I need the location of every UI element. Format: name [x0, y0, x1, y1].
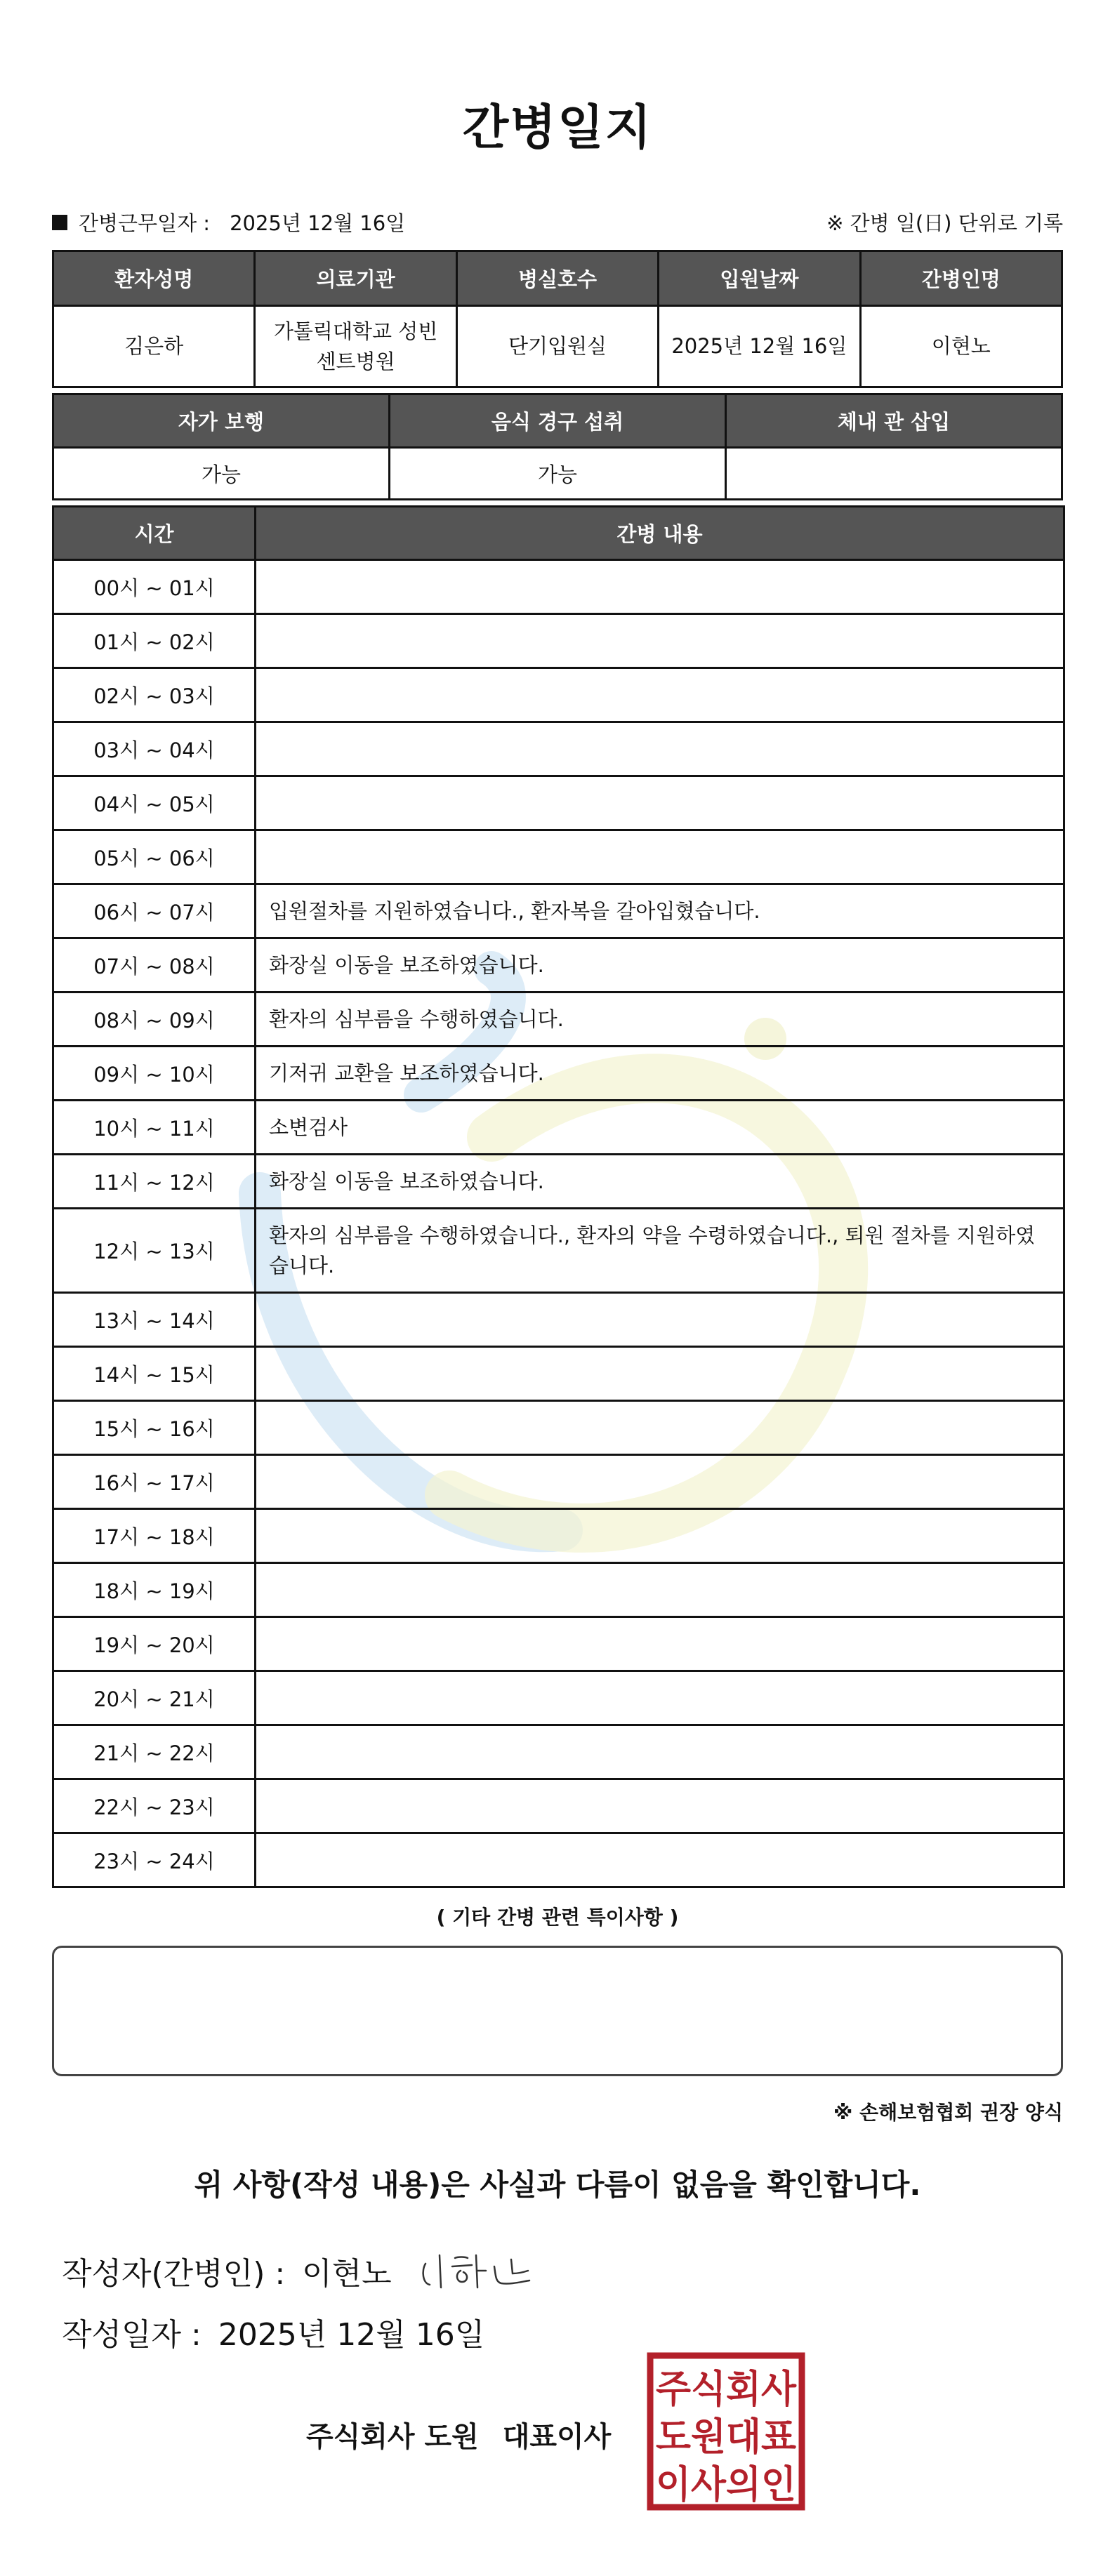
writer-name: 이현노 [302, 2256, 392, 2292]
work-date-value: 2025년 12월 16일 [230, 211, 406, 235]
time-cell: 07시 ~ 08시 [53, 938, 256, 992]
time-cell: 03시 ~ 04시 [53, 722, 256, 776]
table-row [53, 1833, 1064, 1887]
patient-name: 김은하 [53, 306, 255, 387]
signature-image [416, 2243, 549, 2299]
write-date-label: 작성일자 : [62, 2317, 202, 2353]
header-tube-insertion: 체내 관 삽입 [726, 394, 1062, 448]
hospital-line-1: 가톨릭대학교 성빈 [273, 319, 438, 344]
time-cell: 19시 ~ 20시 [53, 1617, 256, 1671]
hospital [255, 306, 456, 387]
header-room: 병실호수 [456, 251, 658, 306]
header-caregiver: 간병인명 [860, 251, 1062, 306]
time-cell: 02시 ~ 03시 [53, 668, 256, 722]
header-patient-name: 환자성명 [53, 251, 255, 306]
content-cell [256, 722, 1064, 776]
table-row [53, 722, 1064, 776]
table-row [53, 1347, 1064, 1401]
recommend-note: ※ 손해보험협회 권장 양식 [833, 2101, 1063, 2124]
table-row [53, 1293, 1064, 1347]
table-row [53, 1617, 1064, 1671]
time-cell: 05시 ~ 06시 [53, 830, 256, 884]
care-log-table [52, 505, 1065, 1888]
table-row [53, 1155, 1064, 1209]
content-cell [256, 830, 1064, 884]
table-row [53, 938, 1064, 992]
meta-row [52, 208, 1063, 237]
content-cell: 환자의 심부름을 수행하였습니다., 환자의 약을 수령하였습니다., 퇴원 절차를 지원하였습니다. [256, 1209, 1064, 1293]
time-cell: 12시 ~ 13시 [53, 1209, 256, 1293]
document-title: 간병일지 [462, 100, 653, 156]
time-cell: 18시 ~ 19시 [53, 1563, 256, 1617]
content-cell [256, 1509, 1064, 1563]
content-cell [256, 1563, 1064, 1617]
table-row [53, 1047, 1064, 1101]
table-row [53, 776, 1064, 830]
content-cell [256, 1347, 1064, 1401]
table-row [53, 668, 1064, 722]
content-cell [256, 1671, 1064, 1725]
admission-date: 2025년 12월 16일 [659, 306, 860, 387]
table-row [53, 1671, 1064, 1725]
table-row [53, 992, 1064, 1047]
write-date-row [62, 2309, 484, 2354]
content-cell: 소변검사 [256, 1101, 1064, 1155]
header-walking: 자가 보행 [53, 394, 390, 448]
time-cell: 20시 ~ 21시 [53, 1671, 256, 1725]
content-cell [256, 1725, 1064, 1779]
time-cell: 23시 ~ 24시 [53, 1833, 256, 1887]
confirmation-text: 위 사항(작성 내용)은 사실과 다름이 없음을 확인합니다. [194, 2167, 921, 2202]
content-cell [256, 1779, 1064, 1833]
representative-title: 대표이사 [502, 2421, 612, 2453]
seal-line-1: 주식회사 [656, 2367, 797, 2411]
write-date-value: 2025년 12월 16일 [218, 2317, 485, 2353]
content-cell [256, 668, 1064, 722]
remarks-box [52, 1946, 1063, 2076]
time-cell: 22시 ~ 23시 [53, 1779, 256, 1833]
unit-note: ※ 간병 일(日) 단위로 기록 [826, 211, 1063, 235]
header-hospital: 의료기관 [255, 251, 456, 306]
content-cell: 화장실 이동을 보조하였습니다. [256, 938, 1064, 992]
time-cell: 11시 ~ 12시 [53, 1155, 256, 1209]
patient-info-table [52, 250, 1063, 388]
content-cell [256, 776, 1064, 830]
company-row [306, 2415, 611, 2455]
table-row [53, 1101, 1064, 1155]
table-row [53, 1455, 1064, 1509]
content-cell [256, 1833, 1064, 1887]
time-cell: 01시 ~ 02시 [53, 614, 256, 668]
time-cell: 00시 ~ 01시 [53, 560, 256, 614]
content-cell [256, 614, 1064, 668]
work-date-label: 간병근무일자 : [79, 211, 211, 235]
patient-status-table [52, 393, 1063, 500]
hospital-line-2: 센트병원 [316, 349, 395, 373]
content-cell: 기저귀 교환을 보조하였습니다. [256, 1047, 1064, 1101]
time-cell: 10시 ~ 11시 [53, 1101, 256, 1155]
header-oral-intake: 음식 경구 섭취 [390, 394, 726, 448]
content-cell [256, 1293, 1064, 1347]
writer-label: 작성자(간병인) : [62, 2256, 286, 2292]
table-row [53, 1779, 1064, 1833]
tube-insertion-status [726, 448, 1062, 500]
black-square-icon [52, 215, 67, 230]
table-row [53, 1209, 1064, 1293]
company-seal [646, 2351, 806, 2511]
time-cell: 04시 ~ 05시 [53, 776, 256, 830]
content-cell [256, 1617, 1064, 1671]
oral-intake-status: 가능 [390, 448, 726, 500]
table-row [53, 614, 1064, 668]
company-name: 주식회사 도원 [306, 2421, 479, 2453]
table-row [53, 1509, 1064, 1563]
table-row [53, 1563, 1064, 1617]
room-number: 단기입원실 [456, 306, 658, 387]
table-row [53, 1725, 1064, 1779]
content-cell [256, 1455, 1064, 1509]
walking-status: 가능 [53, 448, 390, 500]
time-cell: 14시 ~ 15시 [53, 1347, 256, 1401]
header-time: 시간 [53, 507, 256, 560]
time-cell: 21시 ~ 22시 [53, 1725, 256, 1779]
header-care-content: 간병 내용 [256, 507, 1064, 560]
time-cell: 08시 ~ 09시 [53, 992, 256, 1047]
content-cell: 입원절차를 지원하였습니다., 환자복을 갈아입혔습니다. [256, 884, 1064, 938]
header-admission-date: 입원날짜 [659, 251, 860, 306]
table-row [53, 1401, 1064, 1455]
caregiver-name: 이현노 [860, 306, 1062, 387]
time-cell: 13시 ~ 14시 [53, 1293, 256, 1347]
table-row [53, 830, 1064, 884]
content-cell: 환자의 심부름을 수행하였습니다. [256, 992, 1064, 1047]
time-cell: 06시 ~ 07시 [53, 884, 256, 938]
content-cell [256, 560, 1064, 614]
writer-row [62, 2243, 549, 2299]
table-row [53, 560, 1064, 614]
table-row [53, 884, 1064, 938]
content-cell [256, 1401, 1064, 1455]
seal-line-2: 도원대표 [656, 2415, 796, 2459]
time-cell: 16시 ~ 17시 [53, 1455, 256, 1509]
time-cell: 17시 ~ 18시 [53, 1509, 256, 1563]
seal-line-3: 이사의인 [656, 2462, 796, 2507]
time-cell: 09시 ~ 10시 [53, 1047, 256, 1101]
work-date [52, 208, 405, 237]
time-cell: 15시 ~ 16시 [53, 1401, 256, 1455]
remarks-title: ( 기타 간병 관련 특이사항 ) [436, 1906, 679, 1929]
content-cell: 화장실 이동을 보조하였습니다. [256, 1155, 1064, 1209]
